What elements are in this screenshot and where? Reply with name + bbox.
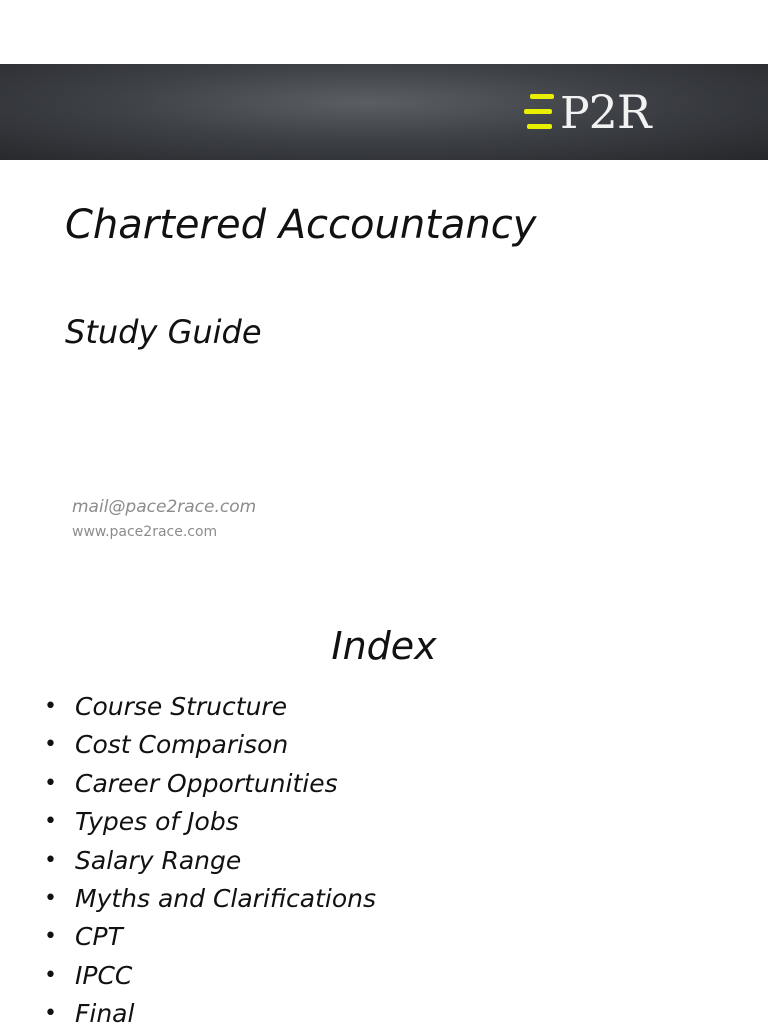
- index-item-label: CPT: [75, 922, 123, 952]
- logo-text: [560, 84, 651, 142]
- index-item: [0, 880, 768, 918]
- index-item-label: Course Structure: [75, 692, 288, 721]
- document-title: Chartered Accountancy: [65, 202, 537, 248]
- logo-bar-middle: [524, 109, 552, 114]
- index-list: [0, 688, 768, 1024]
- index-item-label: Cost Comparison: [75, 730, 289, 760]
- bullet-icon: •: [44, 809, 57, 835]
- bullet-icon: •: [44, 732, 57, 758]
- index-item: [0, 803, 768, 841]
- index-item: [0, 957, 768, 995]
- bullet-icon: •: [44, 1001, 57, 1024]
- index-item-label: Career Opportunities: [75, 768, 338, 798]
- logo-bar-bottom: [527, 124, 552, 129]
- p2r-logo: [524, 86, 674, 142]
- header-banner: [0, 64, 768, 160]
- index-item: [0, 995, 768, 1024]
- contact-email[interactable]: mail@pace2race.com: [72, 497, 257, 517]
- bullet-icon: •: [44, 885, 57, 911]
- bullet-icon: •: [44, 962, 57, 988]
- bullet-icon: •: [44, 694, 57, 719]
- index-item-label: Types of Jobs: [75, 807, 239, 837]
- bullet-icon: •: [44, 770, 57, 796]
- logo-text-2r: 2R: [588, 85, 651, 139]
- document-subtitle: Study Guide: [65, 313, 262, 351]
- logo-bars-icon: [524, 94, 554, 134]
- index-item: [0, 688, 768, 726]
- index-item-label: Salary Range: [75, 845, 242, 875]
- index-item: [0, 765, 768, 803]
- index-item-label: Myths and Clarifications: [75, 883, 377, 913]
- index-heading: Index: [331, 624, 437, 668]
- index-item: [0, 918, 768, 956]
- index-item: [0, 842, 768, 880]
- contact-website[interactable]: www.pace2race.com: [72, 524, 218, 540]
- index-item-label: Final: [75, 999, 135, 1024]
- logo-text-p: P: [560, 88, 589, 139]
- bullet-icon: •: [44, 847, 57, 873]
- index-item: [0, 726, 768, 764]
- logo-bar-top: [530, 94, 554, 99]
- bullet-icon: •: [44, 924, 57, 950]
- index-item-label: IPCC: [75, 960, 133, 990]
